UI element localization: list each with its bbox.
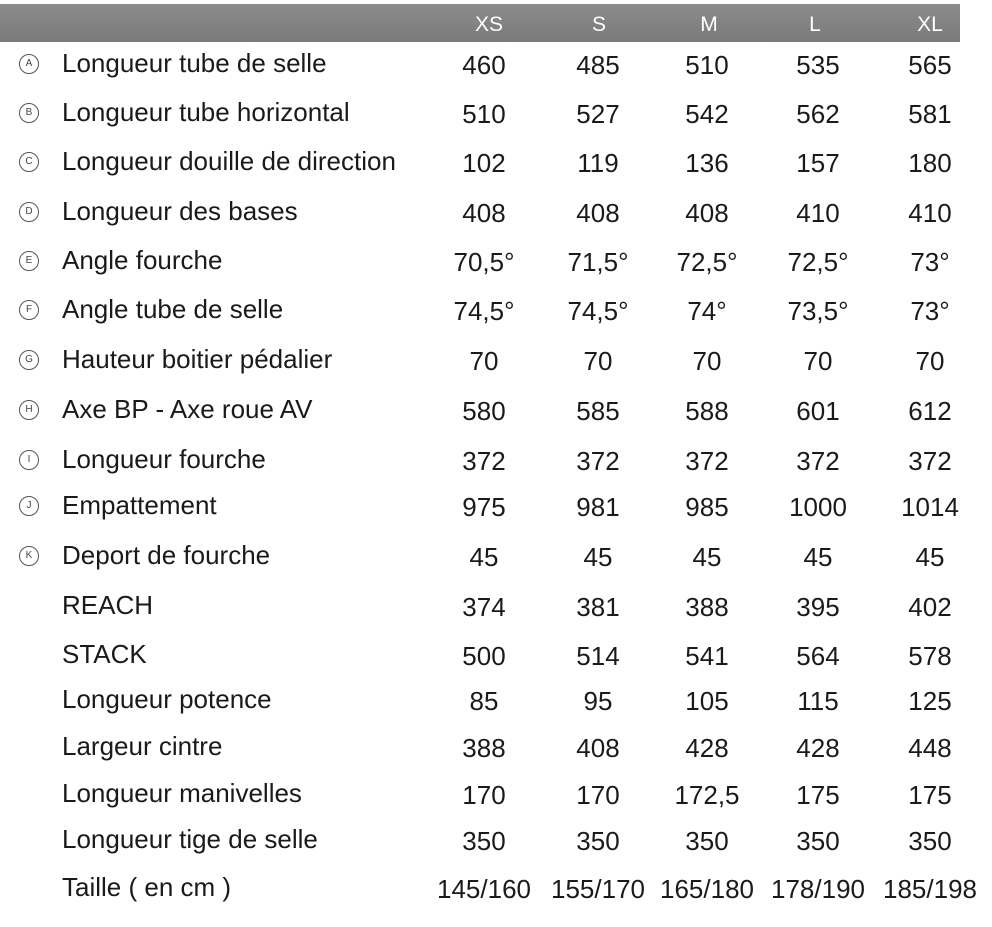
row-label: Longueur tube de selle — [62, 48, 327, 78]
table-row — [0, 725, 992, 765]
table-row — [0, 91, 992, 131]
table-row — [0, 190, 992, 230]
table-row — [0, 239, 992, 279]
cell-m: 588 — [685, 396, 729, 426]
cell-xl: 581 — [908, 99, 952, 129]
row-label: Largeur cintre — [62, 731, 223, 761]
table-row — [0, 288, 992, 328]
row-letter-badge: K — [19, 546, 39, 566]
cell-xs: 70 — [469, 346, 499, 376]
cell-s: 372 — [576, 446, 620, 476]
row-label: Longueur manivelles — [62, 778, 302, 808]
cell-xs: 74,5° — [453, 296, 515, 326]
cell-l: 178/190 — [771, 874, 865, 904]
cell-xl: 45 — [915, 542, 945, 572]
cell-s: 381 — [576, 592, 620, 622]
row-label: STACK — [62, 639, 147, 669]
cell-s: 981 — [576, 492, 620, 522]
cell-m: 136 — [685, 148, 729, 178]
cell-xs: 500 — [462, 641, 506, 671]
cell-m: 72,5° — [676, 247, 738, 277]
cell-s: 350 — [576, 826, 620, 856]
row-label: Angle fourche — [62, 245, 223, 275]
cell-l: 45 — [803, 542, 833, 572]
cell-xl: 73° — [910, 296, 950, 326]
cell-m: 172,5 — [674, 780, 740, 810]
table-row — [0, 484, 992, 524]
row-letter-badge: A — [19, 54, 39, 74]
cell-xl: 402 — [908, 592, 952, 622]
size-header-m: M — [700, 13, 718, 36]
cell-l: 73,5° — [787, 296, 849, 326]
cell-s: 585 — [576, 396, 620, 426]
table-row — [0, 584, 992, 624]
cell-xs: 70,5° — [453, 247, 515, 277]
cell-s: 514 — [576, 641, 620, 671]
cell-m: 388 — [685, 592, 729, 622]
cell-s: 485 — [576, 50, 620, 80]
cell-m: 350 — [685, 826, 729, 856]
row-letter-badge: C — [19, 152, 39, 172]
cell-xl: 410 — [908, 198, 952, 228]
cell-xl: 612 — [908, 396, 952, 426]
row-label: Longueur des bases — [62, 196, 298, 226]
cell-xs: 102 — [462, 148, 506, 178]
cell-s: 74,5° — [567, 296, 629, 326]
row-label: Angle tube de selle — [62, 294, 284, 324]
cell-l: 535 — [796, 50, 840, 80]
row-label: Hauteur boitier pédalier — [62, 344, 333, 374]
table-row — [0, 388, 992, 428]
cell-xl: 185/198 — [883, 874, 977, 904]
table-row — [0, 438, 992, 478]
cell-xl: 180 — [908, 148, 952, 178]
cell-l: 428 — [796, 733, 840, 763]
cell-m: 408 — [685, 198, 729, 228]
cell-s: 70 — [583, 346, 613, 376]
cell-s: 155/170 — [551, 874, 645, 904]
table-row — [0, 338, 992, 378]
cell-s: 119 — [577, 148, 619, 178]
row-label: REACH — [62, 590, 154, 620]
table-row — [0, 866, 992, 906]
row-label: Taille ( en cm ) — [62, 872, 232, 902]
row-letter-badge: E — [19, 251, 39, 271]
cell-l: 70 — [803, 346, 833, 376]
cell-xl: 70 — [915, 346, 945, 376]
cell-xs: 372 — [462, 446, 506, 476]
row-letter-badge: B — [19, 103, 39, 123]
cell-s: 408 — [576, 733, 620, 763]
cell-xl: 175 — [908, 780, 952, 810]
row-label: Axe BP - Axe roue AV — [62, 394, 313, 424]
cell-m: 105 — [685, 686, 729, 716]
cell-l: 564 — [796, 641, 840, 671]
row-label: Longueur potence — [62, 684, 272, 714]
cell-m: 985 — [685, 492, 729, 522]
row-letter-badge: H — [19, 400, 39, 420]
cell-xl: 578 — [908, 641, 952, 671]
table-row — [0, 140, 992, 180]
size-header-xs: XS — [474, 13, 503, 36]
row-letter-badge: F — [19, 300, 39, 320]
cell-l: 601 — [796, 396, 840, 426]
table-row — [0, 772, 992, 812]
cell-s: 170 — [576, 780, 620, 810]
cell-l: 395 — [796, 592, 840, 622]
cell-l: 157 — [796, 148, 840, 178]
row-letter-badge: J — [19, 496, 39, 516]
row-letter-badge: D — [19, 202, 39, 222]
size-header-l: L — [809, 13, 821, 36]
cell-l: 72,5° — [787, 247, 849, 277]
cell-m: 45 — [692, 542, 722, 572]
table-row — [0, 633, 992, 673]
cell-m: 428 — [685, 733, 729, 763]
cell-m: 74° — [687, 296, 727, 326]
row-label: Longueur tige de selle — [62, 824, 318, 854]
cell-l: 562 — [796, 99, 840, 129]
cell-xl: 1014 — [901, 492, 959, 522]
cell-m: 165/180 — [660, 874, 754, 904]
size-header-bar — [0, 4, 960, 42]
cell-xl: 565 — [908, 50, 952, 80]
cell-xs: 45 — [469, 542, 499, 572]
cell-xs: 580 — [462, 396, 506, 426]
cell-xs: 350 — [462, 826, 506, 856]
table-row — [0, 42, 992, 82]
cell-xs: 460 — [462, 50, 506, 80]
cell-s: 408 — [576, 198, 620, 228]
row-label: Deport de fourche — [62, 540, 271, 570]
cell-s: 71,5° — [567, 247, 629, 277]
cell-s: 527 — [576, 99, 620, 129]
cell-m: 70 — [692, 346, 722, 376]
cell-xs: 388 — [462, 733, 506, 763]
cell-xs: 85 — [469, 686, 499, 716]
cell-s: 95 — [583, 686, 613, 716]
row-label: Longueur fourche — [62, 444, 266, 474]
cell-l: 350 — [796, 826, 840, 856]
cell-xs: 170 — [462, 780, 506, 810]
table-row — [0, 818, 992, 858]
cell-l: 372 — [796, 446, 840, 476]
cell-xs: 145/160 — [437, 874, 531, 904]
row-letter-badge: I — [19, 450, 39, 470]
row-label: Empattement — [62, 490, 217, 520]
cell-xl: 73° — [910, 247, 950, 277]
cell-m: 541 — [685, 641, 729, 671]
table-row — [0, 678, 992, 718]
cell-xl: 448 — [908, 733, 952, 763]
cell-xl: 350 — [908, 826, 952, 856]
cell-xl: 125 — [908, 686, 952, 716]
row-label: Longueur tube horizontal — [62, 97, 350, 127]
cell-l: 115 — [797, 686, 839, 716]
table-row — [0, 534, 992, 574]
cell-m: 372 — [685, 446, 729, 476]
cell-l: 1000 — [789, 492, 847, 522]
size-header-xl: XL — [917, 13, 943, 36]
size-header-s: S — [591, 13, 606, 36]
row-letter-badge: G — [19, 350, 39, 370]
cell-xs: 510 — [462, 99, 506, 129]
row-label: Longueur douille de direction — [62, 146, 396, 176]
cell-xs: 408 — [462, 198, 506, 228]
cell-m: 542 — [685, 99, 729, 129]
cell-l: 410 — [796, 198, 840, 228]
cell-xl: 372 — [908, 446, 952, 476]
cell-m: 510 — [685, 50, 729, 80]
cell-xs: 975 — [462, 492, 506, 522]
cell-xs: 374 — [462, 592, 506, 622]
cell-l: 175 — [796, 780, 840, 810]
cell-s: 45 — [583, 542, 613, 572]
